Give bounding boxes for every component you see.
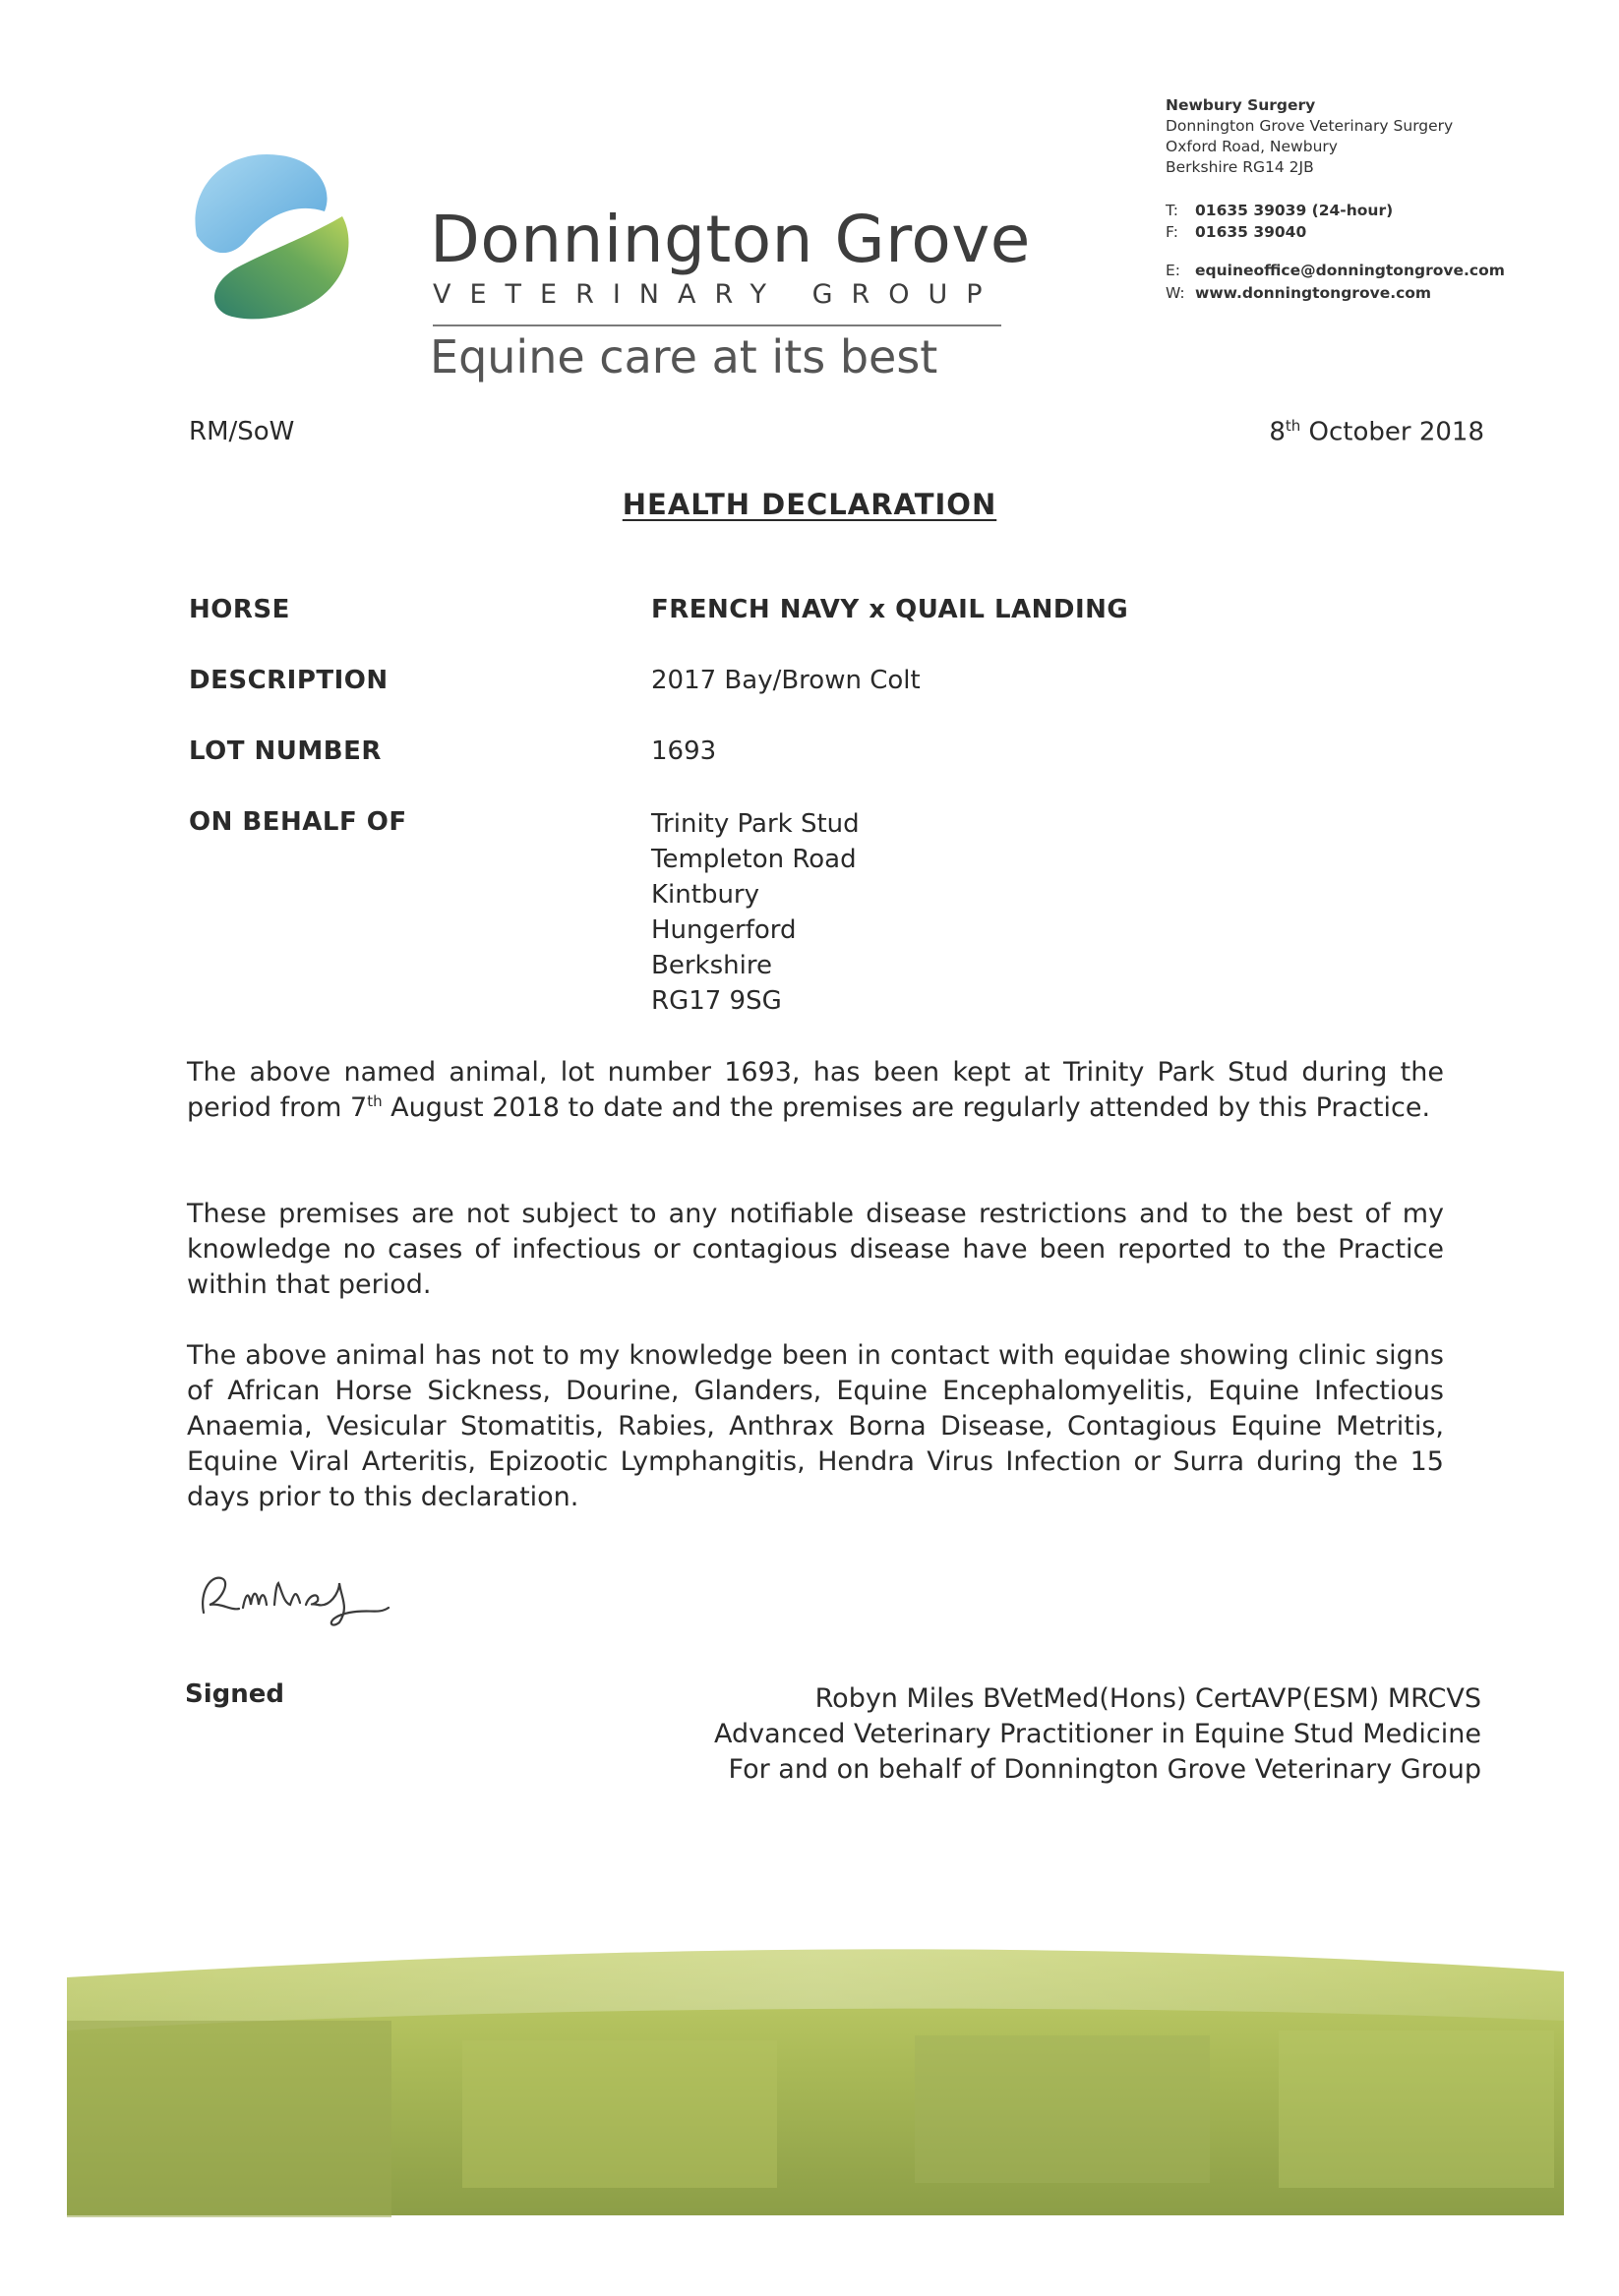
handwritten-signature bbox=[192, 1554, 403, 1632]
footer-landscape-band bbox=[0, 1913, 1619, 2237]
paragraph-1-sup: th bbox=[367, 1092, 383, 1110]
email-line bbox=[1166, 262, 1505, 279]
document-title: HEALTH DECLARATION bbox=[622, 488, 997, 521]
phone-line bbox=[1166, 202, 1393, 219]
phone-key: T: bbox=[1166, 202, 1178, 219]
donnington-grove-logo bbox=[187, 147, 359, 324]
email-key: E: bbox=[1166, 262, 1181, 279]
paragraph-1 bbox=[187, 1055, 1444, 1126]
fax-line bbox=[1166, 223, 1306, 241]
description-value: 2017 Bay/Brown Colt bbox=[651, 666, 921, 695]
behalf-line: RG17 9SG bbox=[651, 986, 782, 1016]
brand-subtitle: VETERINARY GROUP bbox=[433, 279, 1001, 310]
signatory-line: Advanced Veterinary Practitioner in Equine Stud Medicine bbox=[714, 1719, 1481, 1749]
behalf-line: Berkshire bbox=[651, 951, 772, 980]
lot-number-value: 1693 bbox=[651, 736, 717, 766]
letter-reference: RM/SoW bbox=[189, 417, 295, 446]
behalf-line: Hungerford bbox=[651, 915, 797, 945]
paragraph-2: These premises are not subject to any notifiable disease restrictions and to the best of my knowledge no cases of infectious or contagious disease have been reported to the Practice within that period. bbox=[187, 1199, 1444, 1300]
horse-label: HORSE bbox=[189, 595, 290, 624]
brand-tagline: Equine care at its best bbox=[430, 330, 938, 383]
lot-number-label: LOT NUMBER bbox=[189, 736, 382, 766]
paragraph-3: The above animal has not to my knowledge been in contact with equidae showing clinic signs of African Horse Sickness, Dourine, Glanders, Equine Encephalomyelitis, Equine Infectious Anaemia, Vesicular Stomatitis, Rabies, Anthrax Borna Disease, Contagious Equine Metritis, Equine Viral Arteritis, Epizootic Lymphangitis, Hendra Virus Infection or Surra during the 15 days prior to this declaration. bbox=[187, 1340, 1444, 1512]
address-line: Oxford Road, Newbury bbox=[1166, 138, 1338, 155]
letter-date bbox=[1269, 417, 1484, 447]
date-day: 8 bbox=[1269, 417, 1286, 447]
website-link[interactable]: www.donningtongrove.com bbox=[1195, 284, 1432, 302]
signed-label: Signed bbox=[185, 1679, 285, 1709]
date-rest: October 2018 bbox=[1300, 417, 1484, 447]
description-label: DESCRIPTION bbox=[189, 666, 389, 695]
phone-number: 01635 39039 (24-hour) bbox=[1195, 202, 1394, 219]
address-line: Donnington Grove Veterinary Surgery bbox=[1166, 117, 1454, 135]
fax-key: F: bbox=[1166, 223, 1178, 241]
web-key: W: bbox=[1166, 284, 1185, 302]
email-link[interactable]: equineoffice@donningtongrove.com bbox=[1195, 262, 1505, 279]
behalf-line: Kintbury bbox=[651, 880, 760, 910]
web-line bbox=[1166, 284, 1431, 302]
paragraph-1-part-b: August 2018 to date and the premises are regularly attended by this Practice. bbox=[382, 1092, 1431, 1123]
signatory-line: Robyn Miles BVetMed(Hons) CertAVP(ESM) MRCVS bbox=[814, 1683, 1481, 1714]
horse-value: FRENCH NAVY x QUAIL LANDING bbox=[651, 595, 1129, 624]
fax-number: 01635 39040 bbox=[1195, 223, 1307, 241]
paragraph-1-part-a: The above named animal, lot number 1693, has been kept at Trinity Park Stud during the period from 7 bbox=[187, 1057, 1444, 1123]
brand-name: Donnington Grove bbox=[430, 202, 1031, 277]
signatory-block bbox=[714, 1681, 1481, 1788]
practice-address bbox=[1166, 95, 1453, 178]
on-behalf-of-address bbox=[651, 806, 860, 1019]
brand-divider bbox=[433, 324, 1001, 326]
signatory-line: For and on behalf of Donnington Grove Veterinary Group bbox=[728, 1754, 1481, 1785]
behalf-line: Templeton Road bbox=[651, 845, 857, 874]
on-behalf-of-label: ON BEHALF OF bbox=[189, 807, 407, 837]
date-suffix: th bbox=[1285, 417, 1301, 435]
address-line: Berkshire RG14 2JB bbox=[1166, 158, 1314, 176]
behalf-line: Trinity Park Stud bbox=[651, 809, 860, 839]
address-line: Newbury Surgery bbox=[1166, 96, 1316, 114]
